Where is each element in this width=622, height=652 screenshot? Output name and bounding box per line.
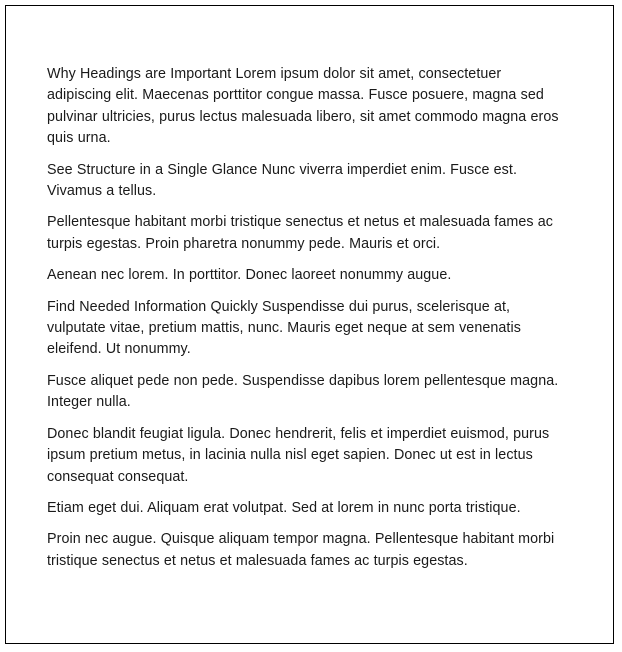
document-paragraph: Donec blandit feugiat ligula. Donec hendrerit, felis et imperdiet euismod, purus ipsum pretium metus, in lacinia nulla nisl eget sapien. Donec ut est in lectus consequat consequat.: [47, 425, 550, 485]
document-paragraph: Aenean nec lorem. In porttitor. Donec laoreet nonummy augue.: [47, 267, 452, 284]
document-paragraph: Fusce aliquet pede non pede. Suspendisse dapibus lorem pellentesque magna. Integer nulla.: [47, 372, 559, 411]
document-paragraph: See Structure in a Single Glance Nunc viverra imperdiet enim. Fusce est. Vivamus a tellus.: [47, 161, 517, 200]
document-paragraph: Find Needed Information Quickly Suspendisse dui purus, scelerisque at, vulputate vitae, pretium mattis, nunc. Mauris eget neque at sem venenatis eleifend. Ut nonummy.: [47, 298, 521, 358]
document-paragraph: Why Headings are Important Lorem ipsum dolor sit amet, consectetuer adipiscing elit. Maecenas porttitor congue massa. Fusce posuere, magna sed pulvinar ultricies, purus lectus malesuada libero, sit amet commodo magna eros quis urna.: [47, 66, 559, 147]
document-paragraph: Etiam eget dui. Aliquam erat volutpat. Sed at lorem in nunc porta tristique.: [47, 499, 521, 516]
document-text-body: [47, 64, 569, 572]
document-page-frame: [5, 5, 614, 644]
document-paragraph: Pellentesque habitant morbi tristique senectus et netus et malesuada fames ac turpis egestas. Proin pharetra nonummy pede. Mauris et orci.: [47, 214, 554, 252]
document-paragraph: Proin nec augue. Quisque aliquam tempor magna. Pellentesque habitant morbi tristique senectus et netus et malesuada fames ac turpis egestas.: [47, 531, 555, 569]
